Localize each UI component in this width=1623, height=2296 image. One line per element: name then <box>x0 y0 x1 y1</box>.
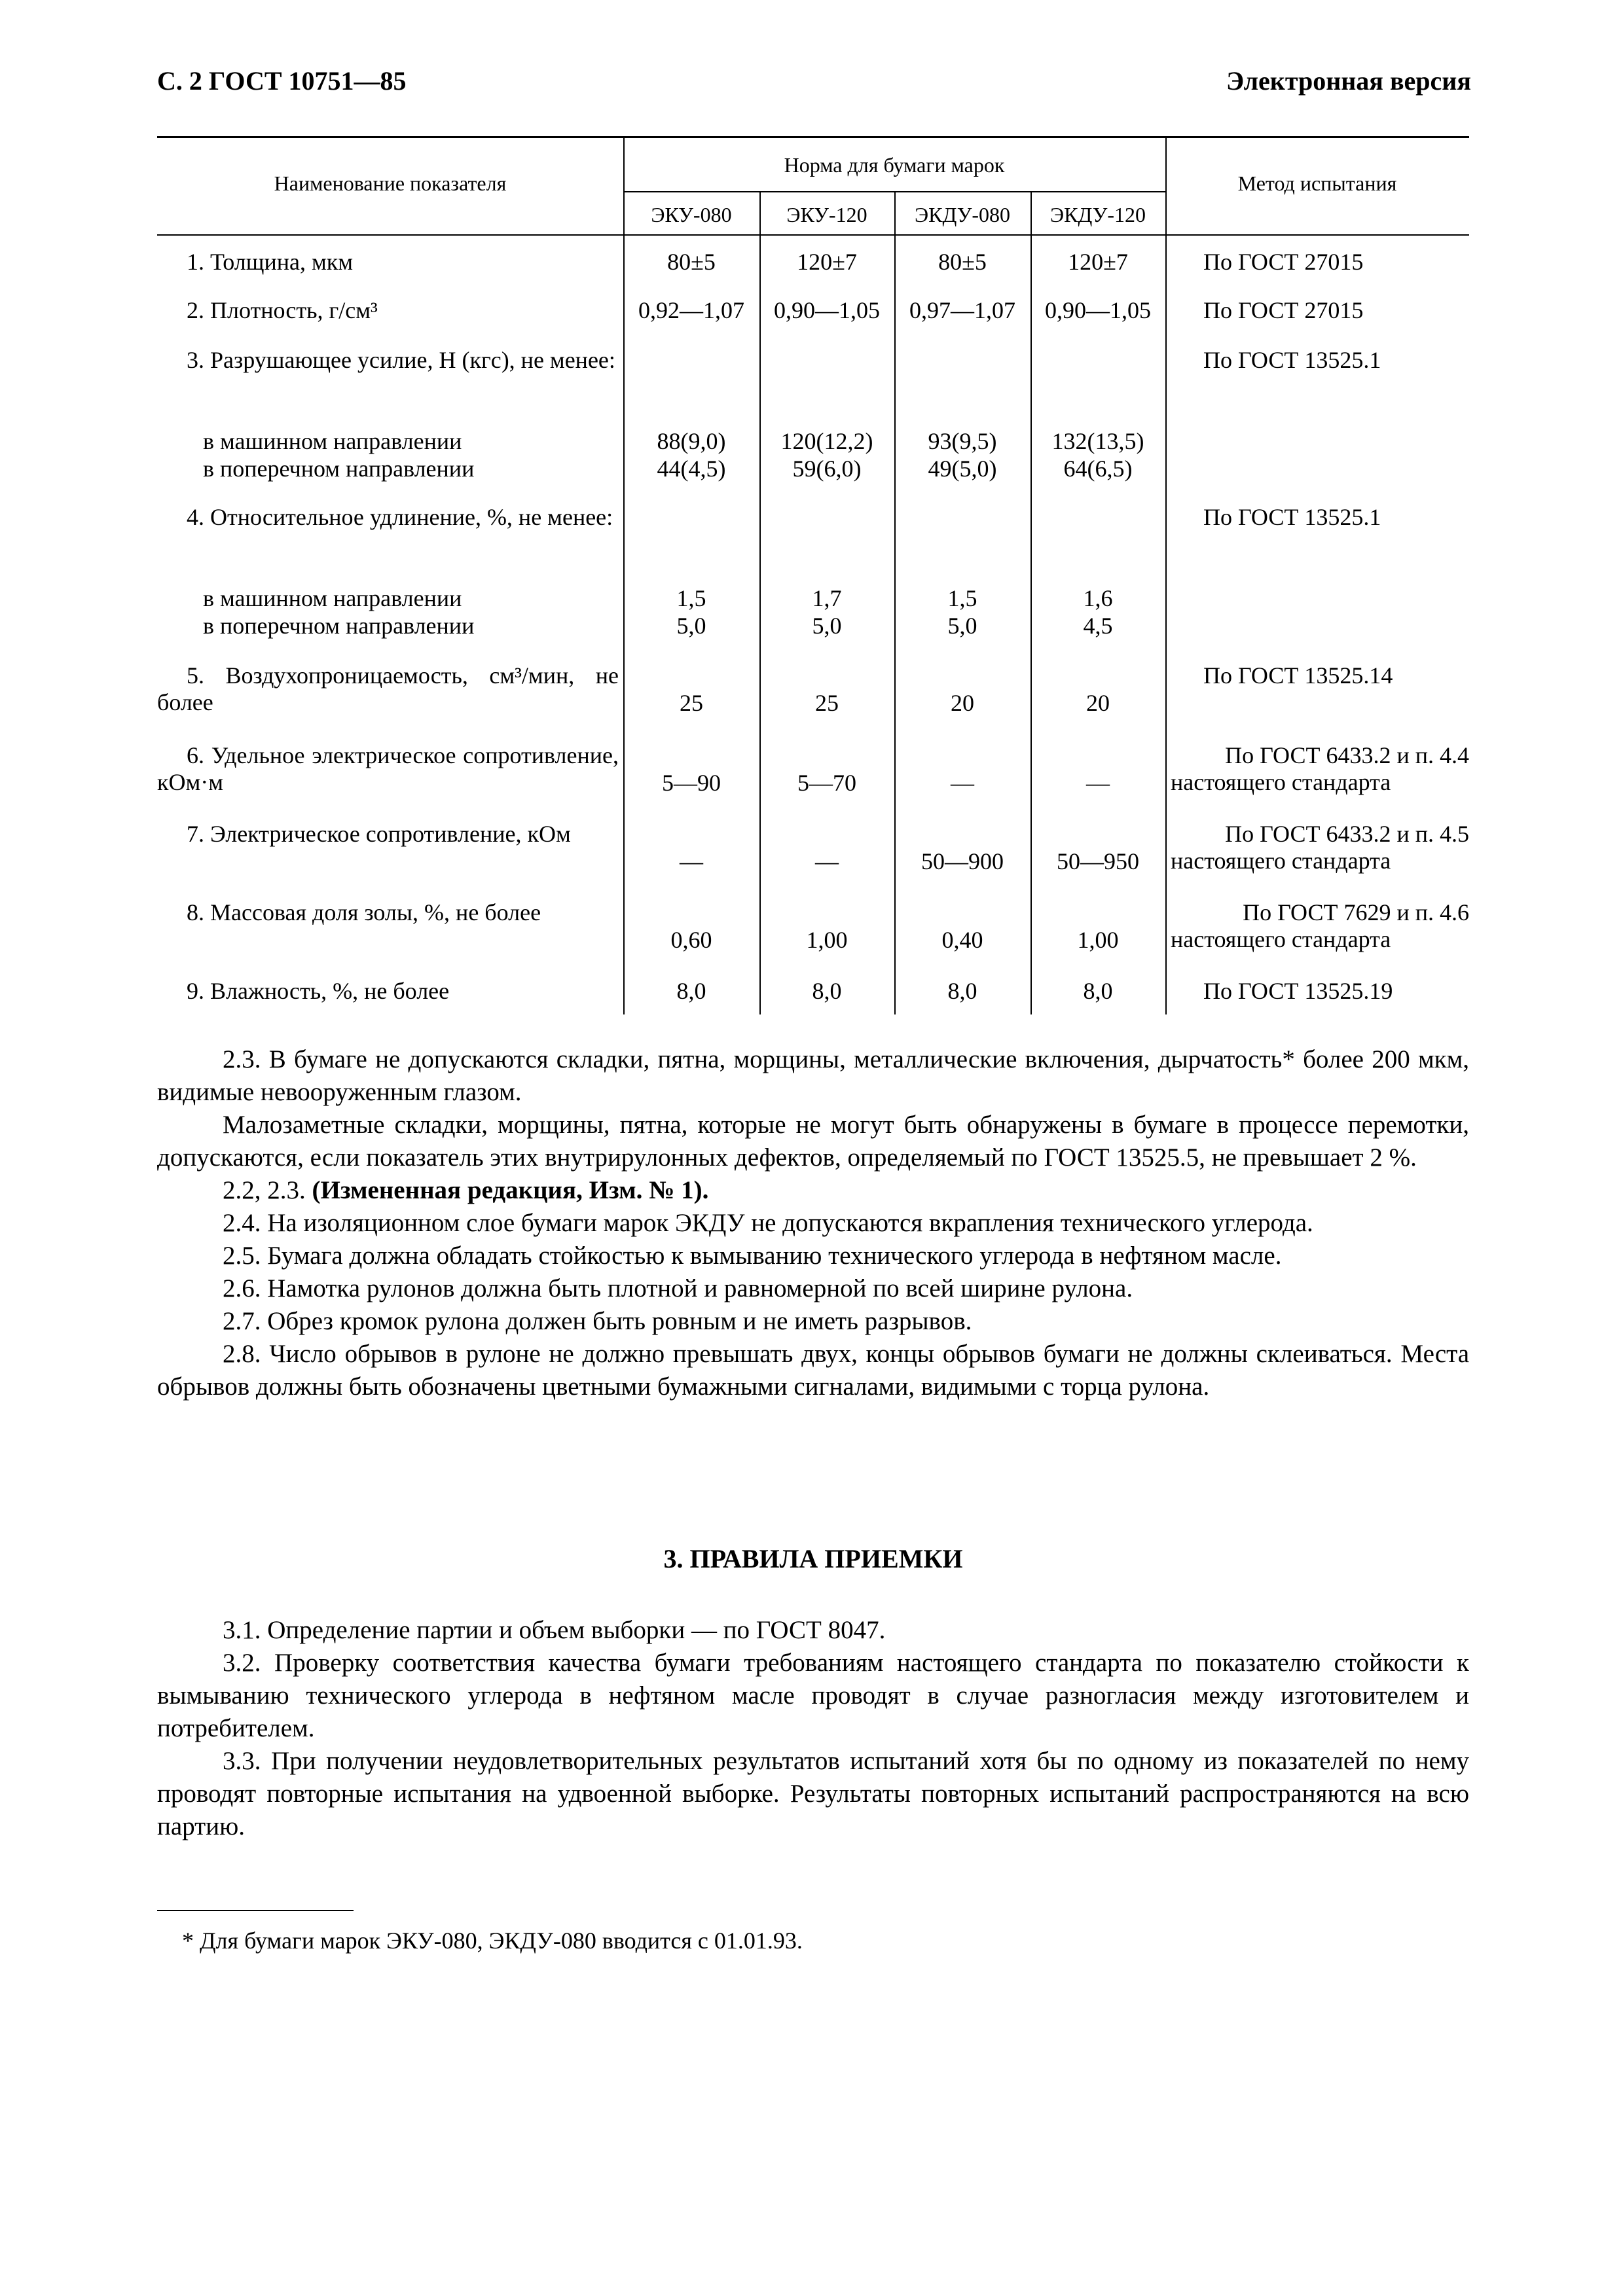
col-header-method: Метод испытания <box>1237 171 1397 195</box>
table-cell: — <box>1086 770 1110 796</box>
table-cell: — <box>680 848 703 874</box>
table-cell: 0,90—1,05 <box>774 297 880 323</box>
table-subrow-name: в поперечном направлении <box>203 613 475 639</box>
col-header-norm: Норма для бумаги марок <box>784 153 1005 177</box>
table-row-name: 6. Удельное электрическое сопротивление, кОм·м <box>157 742 619 795</box>
table-subrow-name: в поперечном направлении <box>203 456 475 482</box>
paragraph: 2.7. Обрез кромок рулона должен быть ровным и не иметь разрывов. <box>223 1307 972 1335</box>
paragraph: Малозаметные складки, морщины, пятна, которые не могут быть обнаружены в бумаге в процессе перемотки, допускаются, если показатель этих внутрирулонных дефектов, определяемый по ГОСТ 13525.5, не превышает 2 %. <box>157 1111 1469 1172</box>
table-top-rule <box>157 136 1469 138</box>
table-cell: 0,92—1,07 <box>638 297 744 323</box>
table-row-name: 2. Плотность, г/см³ <box>187 297 378 323</box>
table-cell: 120±7 <box>797 249 857 275</box>
table-row-name: 4. Относительное удлинение, %, не менее: <box>187 504 613 530</box>
table-cell: 88(9,0) <box>657 428 726 454</box>
table-method: По ГОСТ 6433.2 и п. 4.5 настоящего стандарта <box>1171 821 1469 874</box>
table-subrow-name: в машинном направлении <box>203 428 462 454</box>
amendment-note <box>157 1174 1469 1207</box>
col-header-grade: ЭКДУ-120 <box>1050 203 1146 226</box>
table-method: По ГОСТ 27015 <box>1203 249 1364 275</box>
table-method: По ГОСТ 27015 <box>1203 297 1364 323</box>
table-row-name: 8. Массовая доля золы, %, не более <box>187 899 541 925</box>
paragraph: 3.1. Определение партии и объем выборки — по ГОСТ 8047. <box>223 1616 886 1644</box>
col-header-grade: ЭКУ-120 <box>786 203 867 226</box>
table-row-name: 3. Разрушающее усилие, Н (кгс), не менее: <box>187 347 615 373</box>
table-cell: 0,97—1,07 <box>909 297 1015 323</box>
table-cell: 50—900 <box>921 848 1004 874</box>
table-cell: 8,0 <box>1083 978 1113 1004</box>
table-row-name: 9. Влажность, %, не более <box>187 978 450 1004</box>
section-2-text <box>157 1043 1469 1403</box>
table-cell: 1,7 <box>812 585 842 611</box>
table-method: По ГОСТ 13525.19 <box>1203 978 1393 1004</box>
paragraph: 2.3. В бумаге не допускаются складки, пятна, морщины, металлические включения, дырчатость* более 200 мкм, видимые невооруженным глазом. <box>157 1045 1469 1106</box>
table-vrule <box>1165 136 1167 1014</box>
table-cell: 8,0 <box>812 978 842 1004</box>
table-cell: 120±7 <box>1068 249 1128 275</box>
paragraph: 3.2. Проверку соответствия качества бумаги требованиям настоящего стандарта по показателю стойкости к вымыванию технического углерода в нефтяном масле проводят в случае разногласия между изготовителем и потребителем. <box>157 1649 1469 1742</box>
table-cell: 8,0 <box>676 978 706 1004</box>
table-cell: 1,00 <box>1077 927 1119 953</box>
col-header-indicator: Наименование показателя <box>274 171 507 195</box>
table-cell: 64(6,5) <box>1063 456 1133 482</box>
table-cell: 0,60 <box>670 927 712 953</box>
section-3-title: 3. ПРАВИЛА ПРИЕМКИ <box>663 1544 963 1573</box>
table-cell: 20 <box>1086 690 1110 716</box>
col-header-grade: ЭКДУ-080 <box>915 203 1010 226</box>
table-method: По ГОСТ 13525.1 <box>1203 347 1381 373</box>
paragraph: 2.8. Число обрывов в рулоне не должно превышать двух, концы обрывов бумаги не должны склеиваться. Места обрывов должны быть обозначены цветными бумажными сигналами, видимыми с торца рулона. <box>157 1340 1469 1401</box>
table-cell: 4,5 <box>1083 613 1113 639</box>
table-cell: 59(6,0) <box>792 456 862 482</box>
table-row-name: 7. Электрическое сопротивление, кОм <box>187 821 571 847</box>
table-cell: 5,0 <box>812 613 842 639</box>
paragraph: 2.4. На изоляционном слое бумаги марок ЭКДУ не допускаются вкрапления технического углерода. <box>223 1209 1313 1237</box>
table-subrow-name: в машинном направлении <box>203 585 462 611</box>
paragraph: 3.3. При получении неудовлетворительных результатов испытаний хотя бы по одному из показателей по нему проводят повторные испытания на удвоенной выборке. Результаты повторных испытаний распространяются на всю партию. <box>157 1747 1469 1840</box>
table-cell: — <box>815 848 839 874</box>
table-cell: 1,5 <box>676 585 706 611</box>
table-header-rule <box>157 234 1469 236</box>
table-cell: 50—950 <box>1057 848 1139 874</box>
table-row-name: 1. Толщина, мкм <box>187 249 354 275</box>
table-cell: 1,5 <box>947 585 977 611</box>
table-method: По ГОСТ 6433.2 и п. 4.4 настоящего стандарта <box>1171 742 1469 795</box>
table-cell: 0,40 <box>941 927 983 953</box>
table-cell: 49(5,0) <box>928 456 997 482</box>
section-3-text <box>157 1614 1469 1843</box>
table-cell: 5,0 <box>947 613 977 639</box>
table-cell: 0,90—1,05 <box>1045 297 1151 323</box>
table-cell: 132(13,5) <box>1051 428 1144 454</box>
table-cell: 25 <box>815 690 839 716</box>
footnote-divider <box>157 1910 354 1911</box>
table-method: По ГОСТ 7629 и п. 4.6 настоящего стандарта <box>1171 899 1469 952</box>
table-cell: 1,6 <box>1083 585 1113 611</box>
table-cell: 5—90 <box>662 770 721 796</box>
table-method: По ГОСТ 13525.1 <box>1203 504 1381 530</box>
table-cell: 80±5 <box>667 249 716 275</box>
table-method: По ГОСТ 13525.14 <box>1203 662 1393 689</box>
amendment-bold: (Измененная редакция, Изм. № 1). <box>312 1176 709 1204</box>
table-cell: 8,0 <box>947 978 977 1004</box>
table-cell: 1,00 <box>806 927 848 953</box>
table-cell: — <box>951 770 974 796</box>
table-cell: 80±5 <box>938 249 987 275</box>
paragraph: 2.6. Намотка рулонов должна быть плотной и равномерной по всей ширине рулона. <box>223 1274 1133 1302</box>
table-cell: 20 <box>951 690 974 716</box>
page-header-left: С. 2 ГОСТ 10751—85 <box>157 66 407 96</box>
page-header-right: Электронная версия <box>1226 66 1471 96</box>
paragraph: 2.5. Бумага должна обладать стойкостью к вымыванию технического углерода в нефтяном масле. <box>223 1242 1282 1270</box>
footnote: * Для бумаги марок ЭКУ-080, ЭКДУ-080 вводится с 01.01.93. <box>182 1928 803 1954</box>
table-cell: 93(9,5) <box>928 428 997 454</box>
table-cell: 5,0 <box>676 613 706 639</box>
table-cell: 5—70 <box>797 770 856 796</box>
col-header-grade: ЭКУ-080 <box>651 203 732 226</box>
table-row-name: 5. Воздухопроницаемость, см³/мин, не более <box>157 662 619 715</box>
amendment-prefix: 2.2, 2.3. <box>223 1176 306 1204</box>
table-cell: 25 <box>680 690 703 716</box>
table-cell: 44(4,5) <box>657 456 726 482</box>
table-cell: 120(12,2) <box>780 428 873 454</box>
